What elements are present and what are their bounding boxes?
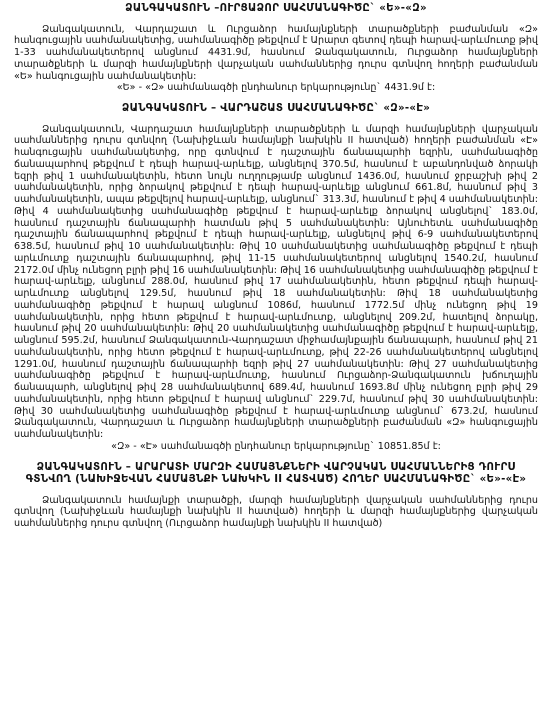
section-paragraph-e-z: Ձանգակատուն, Վարդաշատ և Ուրցաձոր համայնքների տարածքների բաժանման «Զ» հանգուցային սահմանակետից, սահմանագիծը թեքվում է Արարտ գետով դեպի հարավ-արևմուտք թիվ 1-33 սահմանակետերով անցնում 4431.9մ, հասնում Ձանգակատուն, Ուրցաձոր համայնքների տարածքների և մարզի համայնքների վարչական սահմաններից դուրս գտնվող հողերի բաժանման «Ե» հանգուցային սահմանակետին:: [14, 23, 538, 82]
section-heading-e-e: ՁԱՆԳԱԿԱՏՈՒՆ – ԱՐԱՐԱՏԻ ՄԱՐԶԻ ՀԱՄԱՅՆՔՆԵՐԻ ՎԱՐՉԱԿԱՆ ՍԱՀՄԱՆՆԵՐԻՑ ԴՈՒՐՍ ԳՏՆՎՈՂ (ՆԱԽԻՋԵՎԱՆ ՀԱՄԱՅՆՔԻ ՆԱԽԿԻՆ II ՀԱՏՎԱԾ) ՀՈՂԵՐ ՍԱՀՄԱՆԱԳԻԾԸ` «Ե»-«Է»: [25, 461, 527, 485]
boundary-length-e-z: «Ե» - «Զ» սահմանագծի ընդհանուր երկարությունը` 4431.9մ է:: [116, 82, 436, 94]
section-paragraph-e-e: Ձանգակատուն համայնքի տարածքի, մարզի համայնքների վարչական սահմաններից դուրս գտնվող (Նախիջևան համայնքի նախկին II հատված) հողերի և մարզի համայնքներից վարչական սահմաններից դուրս գտնվող (Ուրցաձոր համայնքի նախկին II հատված): [14, 494, 538, 529]
section-paragraph-z-e: Ձանգակատուն, Վարդաշատ համայնքների տարածքների և մարզի համայնքների վարչական սահմաններից դուրս գտնվող (Նախիջևան համայնքի նախկին II հատված) հողերի բաժանման «Է» հանգուցային սահմանակետից, որը գտնվում է դաշտային ճանապարհի եզրին, սահմանագիծը ճանապարհով թեքվում է դեպի հարավ-արևելք, անցնելով 370.5մ, հասնում է աբանդոնված ձորակի եզրի թիվ 1 սահմանակետին, հետո նույն ուղղությամբ անցնում 1436.0մ, հասնում ջրբաշխի թիվ 2 սահմանակետին, որից ձորակով թեքվում է դեպի հարավ-արևելք անցնում 661.8մ, հասնում թիվ 3 սահմանակետին, ապա թեքվելով հարավ-արևելք, անցնում` 313.3մ, հասնում է թիվ 4 սահմանակետին: Թիվ 4 սահմանակետից սահմանագիծը թեքվում է հարավ-արևելք ձորակով անցնելով` 183.0մ, հասնում դաշտային ճանապարհի հատման թիվ 5 սահմանակետին: Այնուհետև սահմանագիծը դաշտային ճանապարհով թեքվում է դեպի հարավ-արևելք, անցնելով թիվ 6-9 սահմանակետերով 638.5մ, հասնում թիվ 10 սահմանակետին: Թիվ 10 սահմանակետից սահմանագիծը թեքվում է դեպի արևմուտք դաշտային ճանապարհով, թիվ 11-15 սահմանակետերով անցնելով 1540.2մ, հասնում 2172.0մ մինչ ունեցող բլրի թիվ 16 սահմանակետին: Թիվ 16 սահմանակետից սահմանագիծը թեքվում է հարավ-արևելք, անցնում 288.0մ, հասնում թիվ 17 սահմանակետին, հետո թեքվում դեպի հարավ-արևմուտք անցնելով 129.5մ, հասնում թիվ 18 սահմանակետին: Թիվ 18 սահմանակետից սահմանագիծը թեքվում է հարավ անցնում 1086մ, հասնում 1772.5մ մինչ ունեցող թիվ 19 սահմանակետին, որից հետո թեքվում է հարավ-արևմուտք, անցնելով 209.2մ, հատելով ձորակը, հասնում թիվ 20 սահմանակետին: Թիվ 20 սահմանակետից սահմանագիծը թեքվում է հարավ-արևելք, անցնում 595.2մ, հասնում Ձանգակատուն-Վարդաշատ միջհամայնքային ճանապարհ, հասնում թիվ 21 սահմանակետին, որից հետո թեքվում է հարավ-արևմուտք, թիվ 22-26 սահմանակետերով անցնելով 1291.0մ, հասնում դաշտային ճանապարհի եզրի թիվ 27 սահմանակետին: Թիվ 27 սահմանակետից սահմանագիծը թեքվում է հարավ-արևմուտք, հասնում Ուրցաձոր-Ձանգակատուն խճուղային ճանապարհ, անցնելով թիվ 28 սահմանակետով 689.4մ, հասնում 1693.8մ մինչ ունեցող բլրի թիվ 29 սահմանակետին, որից հետո թեքվում է հարավ անցնում` 229.7մ, հասնում թիվ 30 սահմանակետին: Թիվ 30 սահմանակետից սահմանագիծը թեքվում է հարավ-արևմուտք անցնում` 673.2մ, հասնում Ձանգակատուն, Վարդաշատ և Ուրցաձոր համայնքների տարածքների բաժանման «Զ» հանգուցային սահմանակետին:: [14, 123, 538, 440]
boundary-length-z-e: «Զ» - «Է» սահմանագծի ընդհանուր երկարությունը` 10851.85մ է:: [111, 440, 441, 452]
section-heading-z-e: ՁԱՆԳԱԿԱՏՈՒՆ – ՎԱՐԴԱՇԱՏ ՍԱՀՄԱՆԱԳԻԾԸ` «Զ»-«Է»: [121, 103, 431, 114]
section-heading-e-z: ՁԱՆԳԱԿԱՏՈՒՆ –ՈՒՐՑԱՁՈՐ ՍԱՀՄԱՆԱԳԻԾԸ` «Ե»-«Զ»: [125, 3, 427, 14]
